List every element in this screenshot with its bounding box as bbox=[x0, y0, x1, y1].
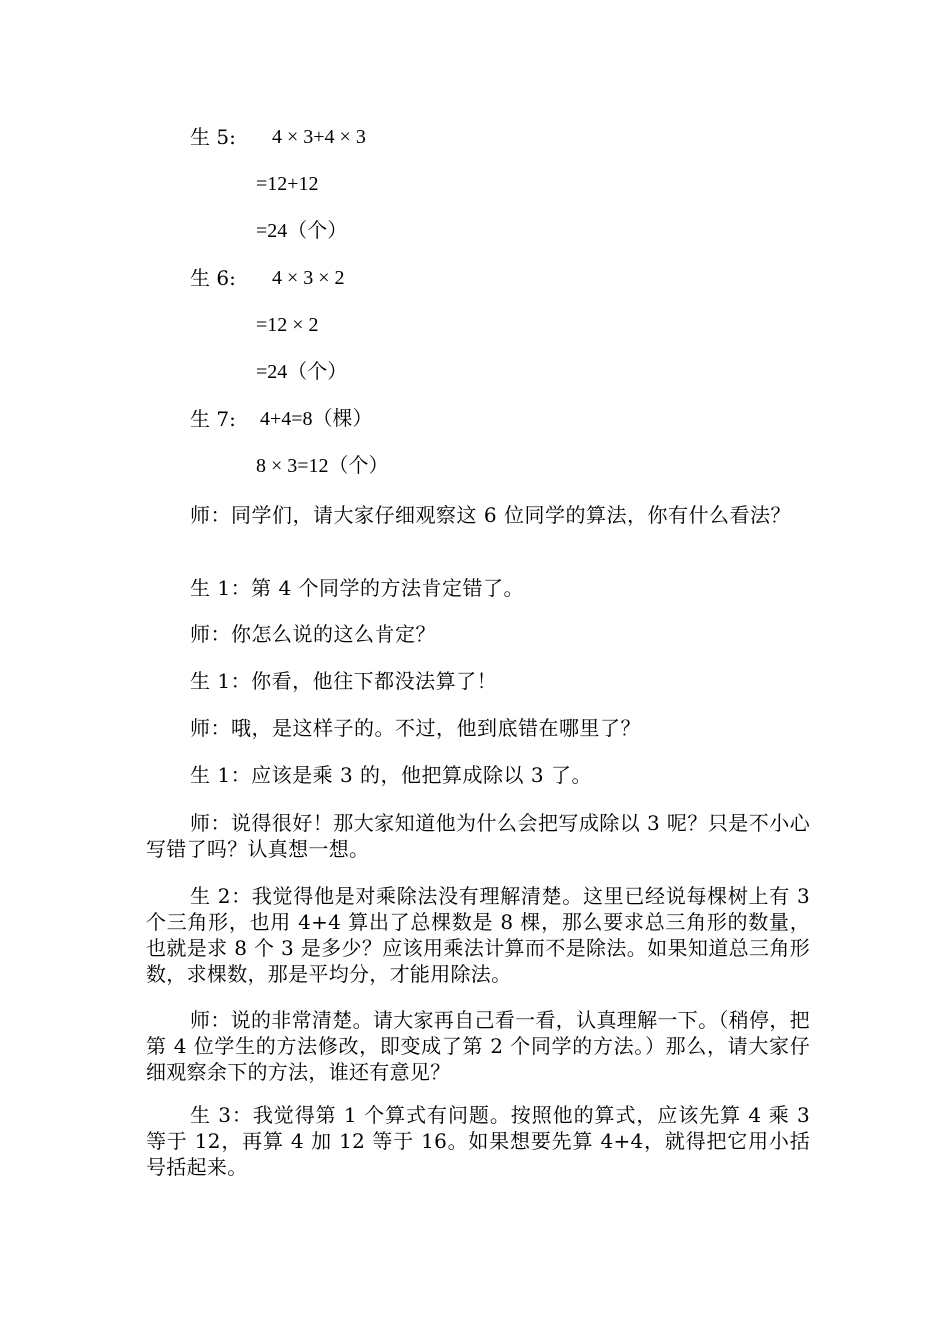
student6-formula-line2: =12 × 2 bbox=[256, 314, 319, 336]
teacher-paragraph-2: 师：说的非常清楚。请大家再自己看一看，认真理解一下。（稍停，把第 4 位学生的方法修改，即变成了第 2 个同学的方法。）那么，请大家仔细观察余下的方法，谁还有意见？ bbox=[146, 1008, 810, 1084]
student5-label: 生 5: bbox=[190, 125, 236, 149]
student1-reply-3: 生 1：应该是乘 3 的，他把算成除以 3 了。 bbox=[190, 763, 592, 787]
student5-formula-line2: =12+12 bbox=[256, 173, 319, 195]
student6-formula-line3: =24（个） bbox=[256, 361, 348, 383]
student7-label: 生 7: bbox=[190, 407, 236, 431]
student3-paragraph: 生 3：我觉得第 1 个算式有问题。按照他的算式，应该先算 4 乘 3 等于 12，再算 4 加 12 等于 16。如果想要先算 4+4，就得把它用小括号括起来。 bbox=[146, 1103, 810, 1179]
student6-label: 生 6: bbox=[190, 266, 236, 290]
student2-paragraph: 生 2：我觉得他是对乘除法没有理解清楚。这里已经说每棵树上有 3 个三角形，也用 4+4 算出了总棵数是 8 棵，那么要求总三角形的数量，也就是求 8 个 3 是多少？应该用乘法计算而不是除法。如果知道总三角形数，求棵数，那是平均分，才能用除法。 bbox=[146, 884, 810, 986]
teacher-paragraph-1: 师：说得很好！那大家知道他为什么会把写成除以 3 呢？只是不小心写错了吗？认真想一想。 bbox=[146, 811, 810, 861]
student5-formula-line3: =24（个） bbox=[256, 220, 348, 242]
student7-formula-line1: 4+4=8（棵） bbox=[260, 408, 373, 430]
teacher-question: 师：同学们，请大家仔细观察这 6 位同学的算法，你有什么看法？ bbox=[190, 503, 791, 527]
teacher-reply-2: 师：哦，是这样子的。不过，他到底错在哪里了？ bbox=[190, 716, 641, 740]
teacher-reply-1: 师：你怎么说的这么肯定？ bbox=[190, 622, 436, 646]
student1-reply-1: 生 1：第 4 个同学的方法肯定错了。 bbox=[190, 576, 525, 600]
student7-formula-line2: 8 × 3=12（个） bbox=[256, 455, 389, 477]
student6-formula-line1: 4 × 3 × 2 bbox=[272, 267, 345, 289]
student5-formula-line1: 4 × 3+4 × 3 bbox=[272, 126, 366, 148]
student1-reply-2: 生 1：你看，他往下都没法算了！ bbox=[190, 669, 498, 693]
